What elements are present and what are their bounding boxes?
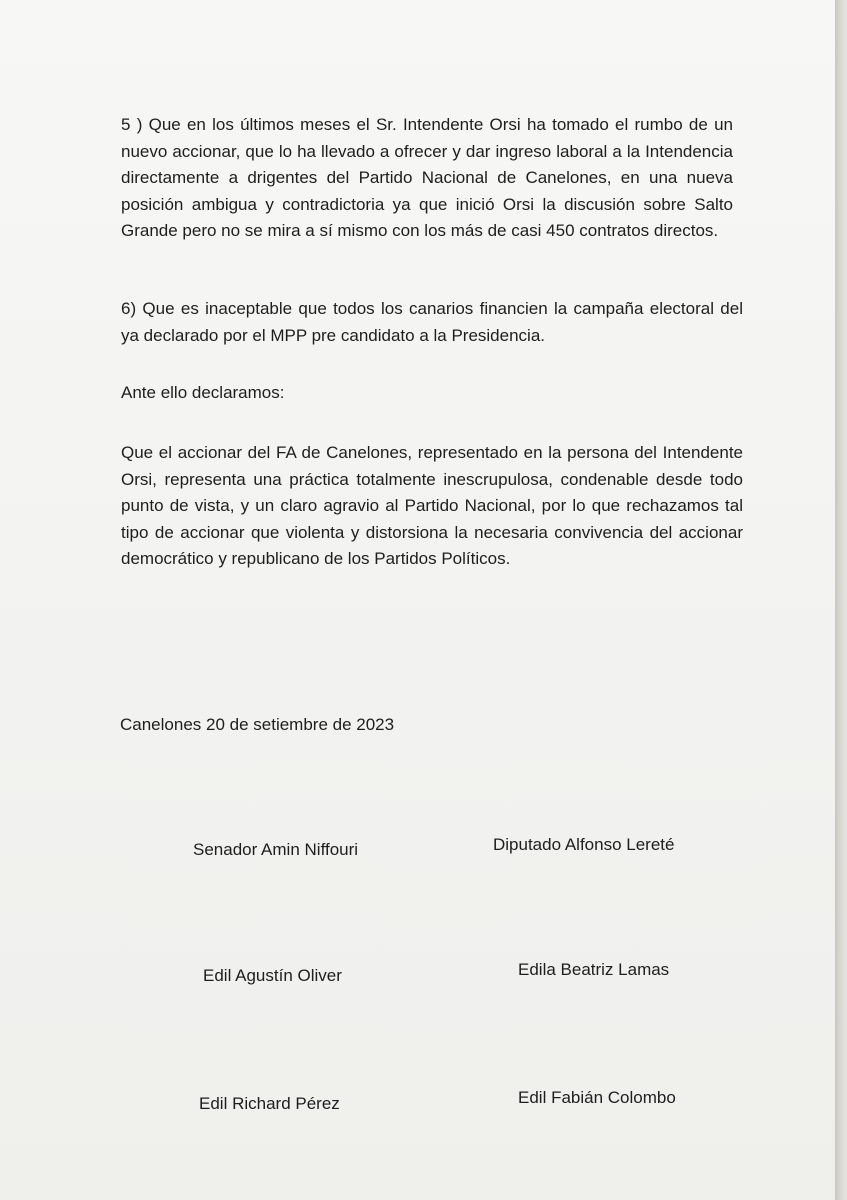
signatory-edil-agustin-oliver: Edil Agustín Oliver bbox=[203, 966, 342, 985]
signatory-diputado-alfonso-lerete: Diputado Alfonso Lereté bbox=[493, 835, 675, 854]
paragraph-5-line: posición ambigua y contradictoria ya que inició Orsi la discusión sobre Salto bbox=[121, 194, 733, 214]
paragraph-6-line: 6) Que es inaceptable que todos los canarios financien la campaña electoral del bbox=[121, 299, 743, 318]
signatory-edil-fabian-colombo: Edil Fabián Colombo bbox=[518, 1088, 676, 1107]
statement-line: Que el accionar del FA de Canelones, representado en la persona del Intendente bbox=[121, 443, 743, 462]
declaration-intro: Ante ello declaramos: bbox=[121, 383, 285, 402]
signatory-senador-amin-niffouri: Senador Amin Niffouri bbox=[193, 840, 359, 859]
paper-edge bbox=[835, 0, 847, 1200]
signatory-edila-beatriz-lamas: Edila Beatriz Lamas bbox=[518, 960, 670, 979]
paragraph-6-line: ya declarado por el MPP pre candidato a la Presidencia. bbox=[121, 325, 545, 345]
place-date: Canelones 20 de setiembre de 2023 bbox=[120, 715, 395, 734]
statement-line: tipo de accionar que violenta y distorsiona la necesaria convivencia del accionar bbox=[121, 522, 743, 542]
signatory-edil-richard-perez: Edil Richard Pérez bbox=[199, 1094, 340, 1113]
statement-line: punto de vista, y un claro agravio al Partido Nacional, por lo que rechazamos tal bbox=[121, 496, 743, 515]
paragraph-5-line: nuevo accionar, que lo ha llevado a ofrecer y dar ingreso laboral a la Intendencia bbox=[121, 141, 733, 161]
paragraph-5-line: Grande pero no se mira a sí mismo con los más de casi 450 contratos directos. bbox=[121, 221, 719, 240]
statement-line: Orsi, representa una práctica totalmente inescrupulosa, condenable desde todo bbox=[121, 469, 743, 489]
statement-line: democrático y republicano de los Partidos Políticos. bbox=[121, 549, 511, 568]
paragraph-6 bbox=[121, 296, 743, 349]
statement-paragraph bbox=[121, 440, 743, 573]
paragraph-5-line: directamente a drigentes del Partido Nacional de Canelones, en una nueva bbox=[121, 168, 733, 187]
paragraph-5 bbox=[121, 112, 733, 245]
paragraph-5-line: 5 ) Que en los últimos meses el Sr. Intendente Orsi ha tomado el rumbo de un bbox=[121, 115, 733, 134]
